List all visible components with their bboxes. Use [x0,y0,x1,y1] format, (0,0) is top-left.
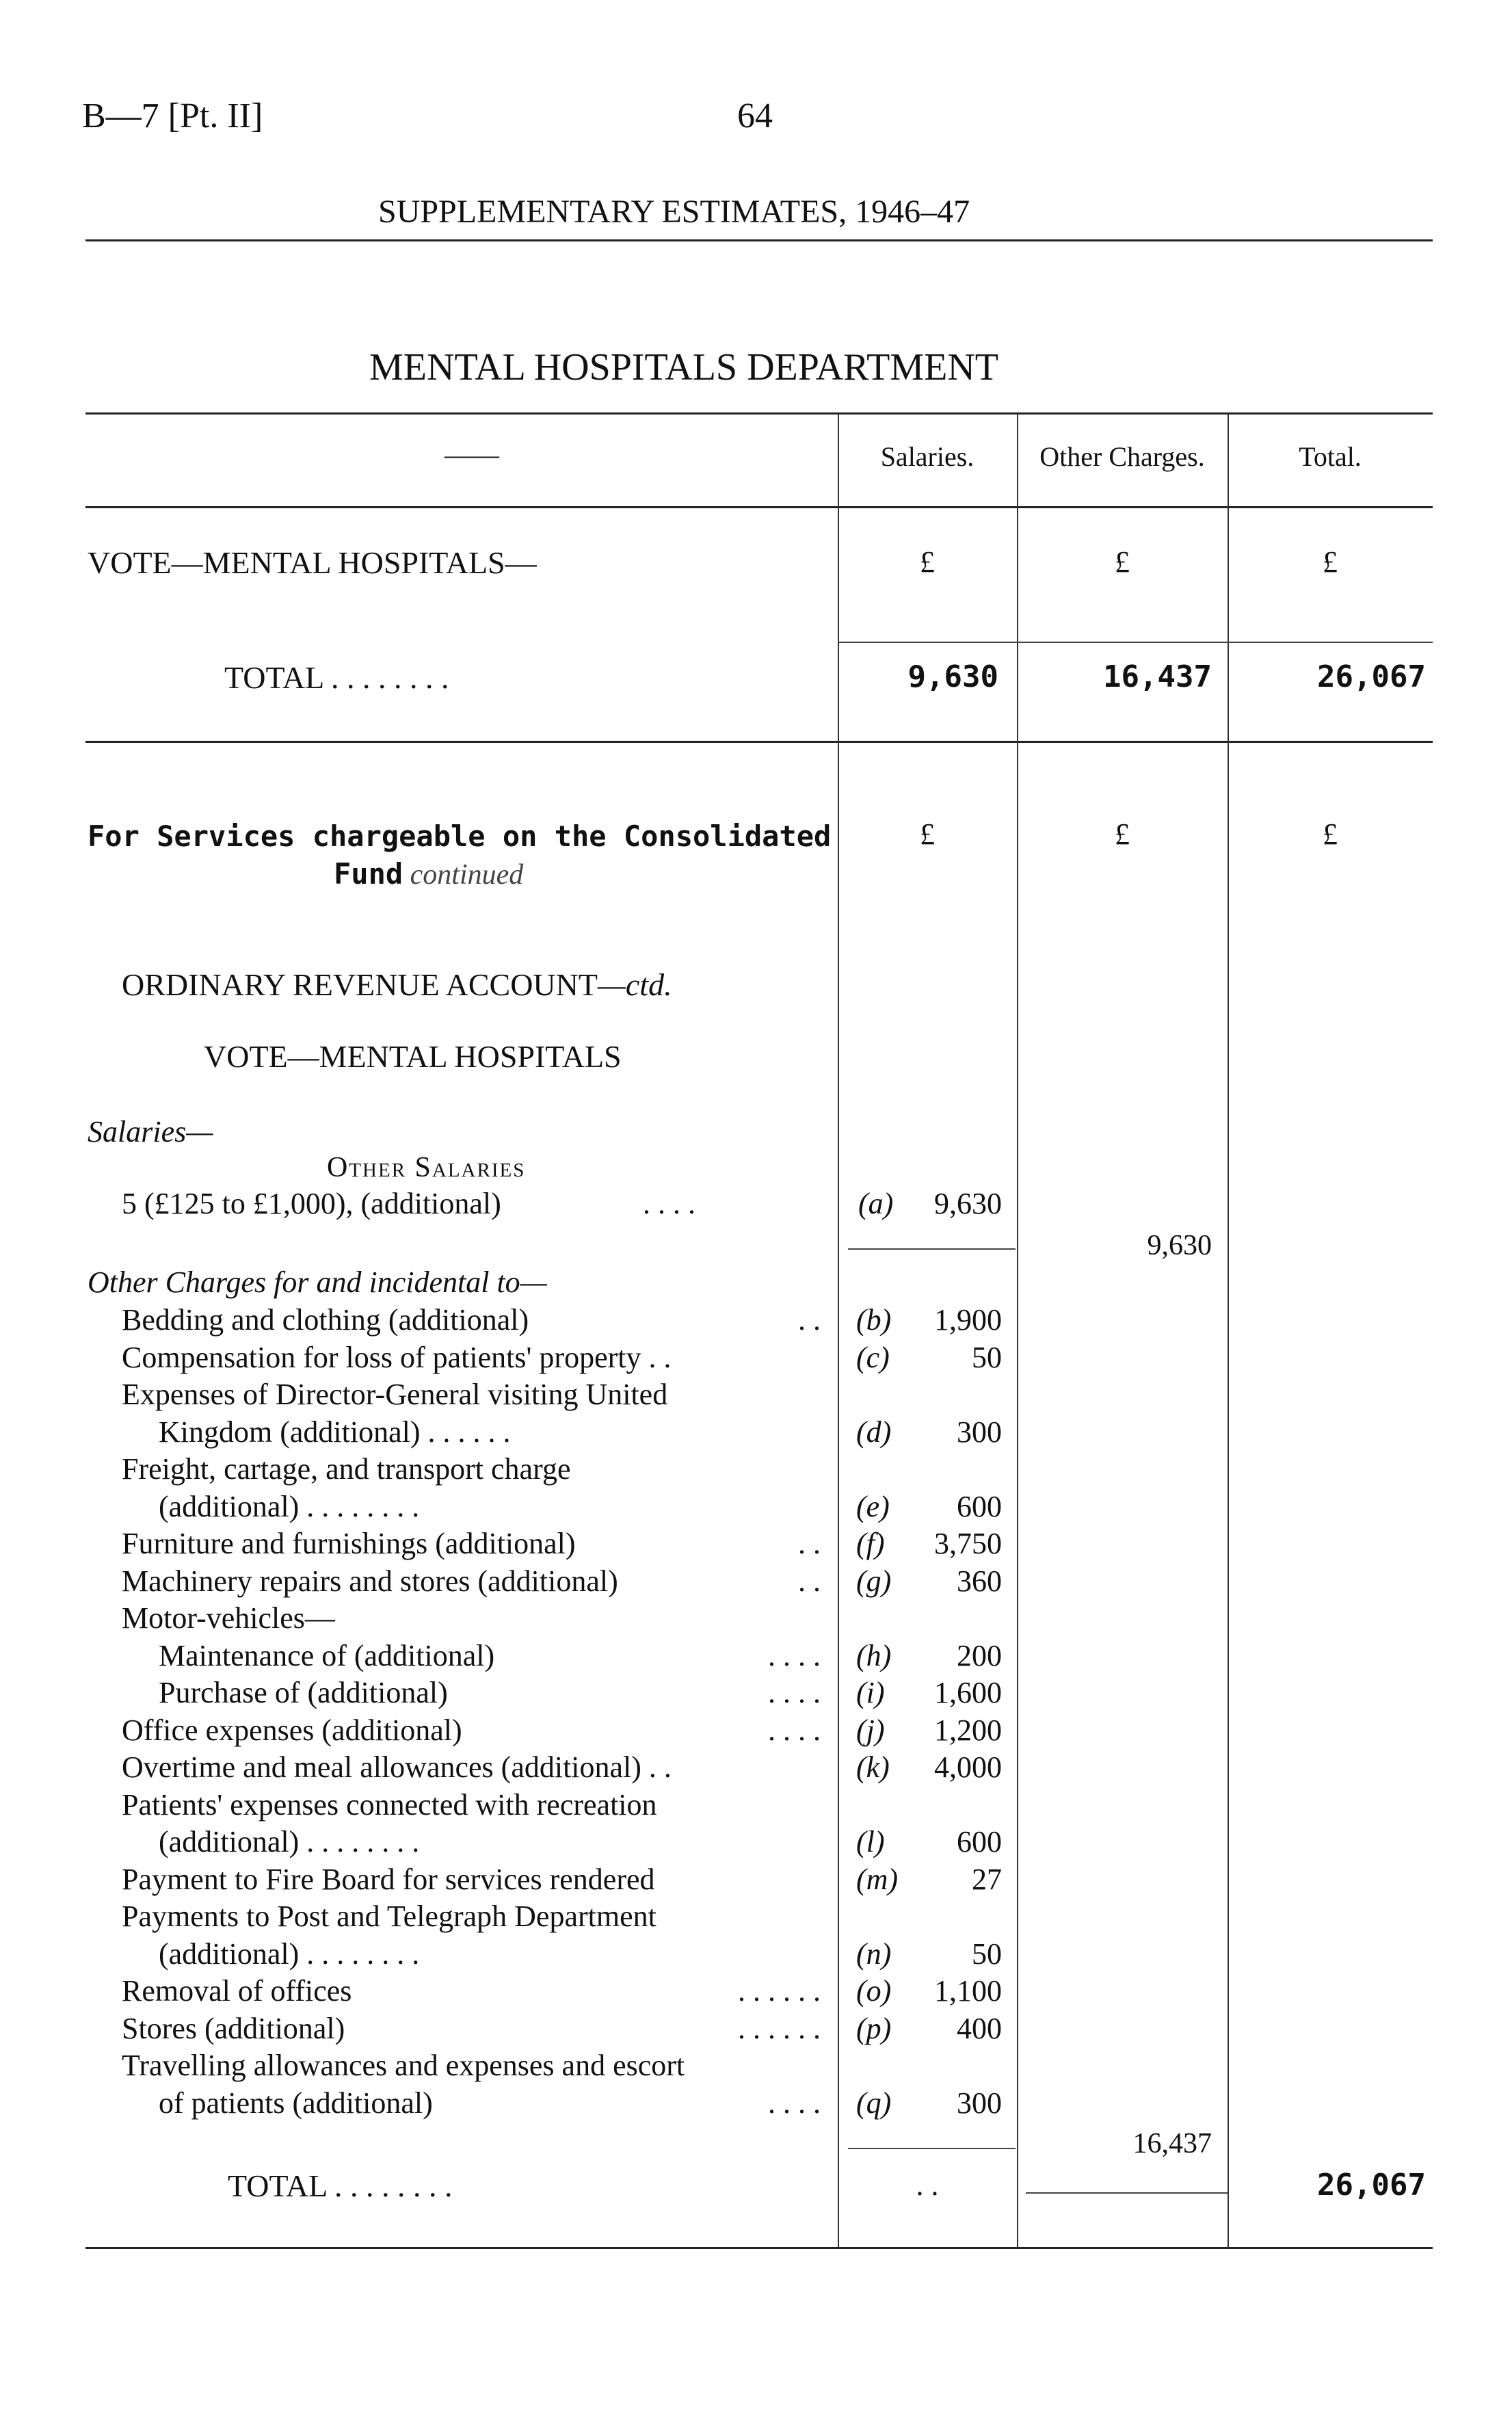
charge-item-amount: 50 [972,1340,1002,1374]
charge-item-label: Bedding and clothing (additional) [122,1303,529,1337]
summary-bottom-rule [85,741,1433,743]
charge-item-key: (h) [856,1638,892,1672]
charge-item-amount: 1,100 [934,1974,1002,2008]
salaries-heading: Salaries— [88,1115,213,1148]
header-rule [85,239,1433,241]
department-title: MENTAL HOSPITALS DEPARTMENT [369,346,999,389]
charge-item-key: (p) [856,2011,892,2045]
summary-other-currency: £ [1115,545,1130,579]
charge-item-dots: . . . . [768,1713,821,1747]
charge-item-label: Office expenses (additional) [122,1713,462,1747]
charge-item-amount: 1,200 [934,1713,1002,1747]
services-continued-label: continued [410,859,524,891]
total-column-header: Total. [1299,441,1362,472]
services-heading-line1: For Services chargeable on the Consolidated [88,819,832,853]
charge-item-label: Purchase of (additional) [159,1676,448,1709]
detail-total-label: TOTAL . . . . . . . . [228,2168,453,2203]
salary-item-amount: 9,630 [934,1187,1002,1220]
charge-item-label: Motor-vehicles— [122,1601,335,1635]
charge-item-dots: . . [798,1303,821,1337]
charge-item-dots: . . . . [768,1638,821,1672]
charge-item-key: (d) [856,1415,892,1449]
charge-item-amount: 600 [957,1825,1002,1858]
charge-item-key: (q) [856,2086,892,2120]
summary-other-total: 16,437 [1103,659,1212,694]
charge-item-amount: 200 [957,1638,1002,1672]
detail-total-salaries: . . [916,2168,939,2202]
description-column-header: —— [445,439,499,470]
salaries-subtotal-rule [848,1248,1016,1250]
charge-item-amount: 1,900 [934,1303,1002,1337]
services-heading-line2 [334,857,523,891]
charge-item-label: Removal of offices [122,1974,352,2008]
charge-item-label: Maintenance of (additional) [159,1638,495,1672]
charge-item-key: (i) [856,1676,885,1709]
ordinary-revenue-account [122,967,672,1003]
charge-item-label: (additional) . . . . . . . . [159,1489,420,1523]
charge-item-amount: 50 [972,1936,1002,1971]
charge-item-key: (o) [856,1974,892,2008]
charge-item-dots: . . . . . . [738,2011,821,2045]
charge-item-key: (k) [856,1750,890,1784]
salaries-column-header: Salaries. [880,441,974,472]
summary-vote-label: VOTE—MENTAL HOSPITALS— [88,545,537,580]
detail-vote-label: VOTE—MENTAL HOSPITALS [204,1039,622,1074]
salaries-subtotal: 9,630 [1147,1230,1212,1261]
charge-item-dots: . . [798,1527,821,1560]
items-subtotal-rule [848,2148,1016,2149]
services-fund-label: Fund [334,857,403,891]
charge-item-dots: . . . . [768,2086,821,2120]
table-bottom-rule [85,2247,1433,2249]
charge-item-key: (m) [856,1862,899,1896]
charge-item-label: Machinery repairs and stores (additional) [122,1564,618,1598]
salary-item-key: (a) [858,1187,894,1220]
charge-item-label: Patients' expenses connected with recreation [122,1787,657,1822]
charge-item-amount: 300 [957,2086,1002,2120]
ordinary-account-label: ORDINARY REVENUE ACCOUNT [122,967,598,1002]
ordinary-account-ctd: —ctd. [597,967,672,1002]
charge-item-key: (n) [856,1936,892,1971]
charge-item-amount: 600 [957,1489,1002,1523]
charge-item-key: (b) [856,1303,892,1337]
detail-total-currency: £ [1323,817,1338,851]
charge-item-amount: 27 [972,1862,1002,1896]
charge-item-label: Kingdom (additional) . . . . . . [159,1415,511,1449]
charge-item-key: (j) [856,1713,885,1747]
other-charges-heading: Other Charges for and incidental to— [88,1265,547,1299]
detail-salaries-currency: £ [920,817,935,851]
page-title: SUPPLEMENTARY ESTIMATES, 1946–47 [378,194,970,230]
charge-item-label: Travelling allowances and expenses and escort [122,2049,685,2082]
charge-item-label: (additional) . . . . . . . . [159,1825,420,1858]
other-charges-column-header: Other Charges. [1039,441,1205,472]
charge-item-label: (additional) . . . . . . . . [159,1936,420,1971]
charge-item-key: (e) [856,1489,890,1523]
charge-item-dots: . . . . . . [738,1974,821,2008]
summary-total-label: TOTAL . . . . . . . . [224,660,449,695]
summary-total-currency: £ [1323,545,1338,579]
other-salaries-heading: Other Salaries [327,1152,526,1183]
charge-item-amount: 1,600 [934,1676,1002,1709]
summary-salaries-total: 9,630 [907,659,998,694]
charge-item-label: Stores (additional) [122,2011,345,2045]
charge-item-key: (l) [856,1825,885,1858]
salary-item-dots: . . . . [643,1187,695,1220]
charge-item-amount: 3,750 [934,1527,1002,1560]
document-reference: B—7 [Pt. II] [82,96,263,135]
other-charges-total-rule [1026,2192,1228,2194]
charge-item-amount: 400 [957,2011,1002,2045]
column-header-rule [85,506,1433,508]
charge-item-dots: . . [798,1564,821,1598]
charge-item-key: (g) [856,1564,892,1598]
charge-item-label: of patients (additional) [159,2086,433,2120]
charge-item-amount: 4,000 [934,1750,1002,1784]
charge-item-label: Expenses of Director-General visiting United [122,1378,668,1411]
page-number: 64 [737,96,773,135]
summary-grand-total: 26,067 [1317,659,1426,694]
charge-item-dots: . . . . [768,1676,821,1709]
other-charges-subtotal: 16,437 [1132,2128,1212,2159]
charge-item-amount: 300 [957,1415,1002,1449]
table-top-rule [85,412,1433,415]
salary-item-label: 5 (£125 to £1,000), (additional) [122,1187,501,1220]
charge-item-label: Freight, cartage, and transport charge [122,1452,571,1486]
charge-item-label: Compensation for loss of patients' property . . [122,1340,672,1374]
charge-item-label: Payment to Fire Board for services rendered [122,1862,655,1896]
charge-item-label: Overtime and meal allowances (additional) . . [122,1750,672,1784]
charge-item-label: Payments to Post and Telegraph Department [122,1900,656,1933]
charge-item-key: (c) [856,1340,890,1374]
detail-grand-total: 26,067 [1317,2168,1426,2203]
charge-item-label: Furniture and furnishings (additional) [122,1527,576,1560]
summary-subtotal-rule [839,642,1433,643]
detail-other-currency: £ [1115,817,1130,851]
summary-salaries-currency: £ [920,545,935,579]
charge-item-key: (f) [856,1527,885,1560]
charge-item-amount: 360 [957,1564,1002,1598]
